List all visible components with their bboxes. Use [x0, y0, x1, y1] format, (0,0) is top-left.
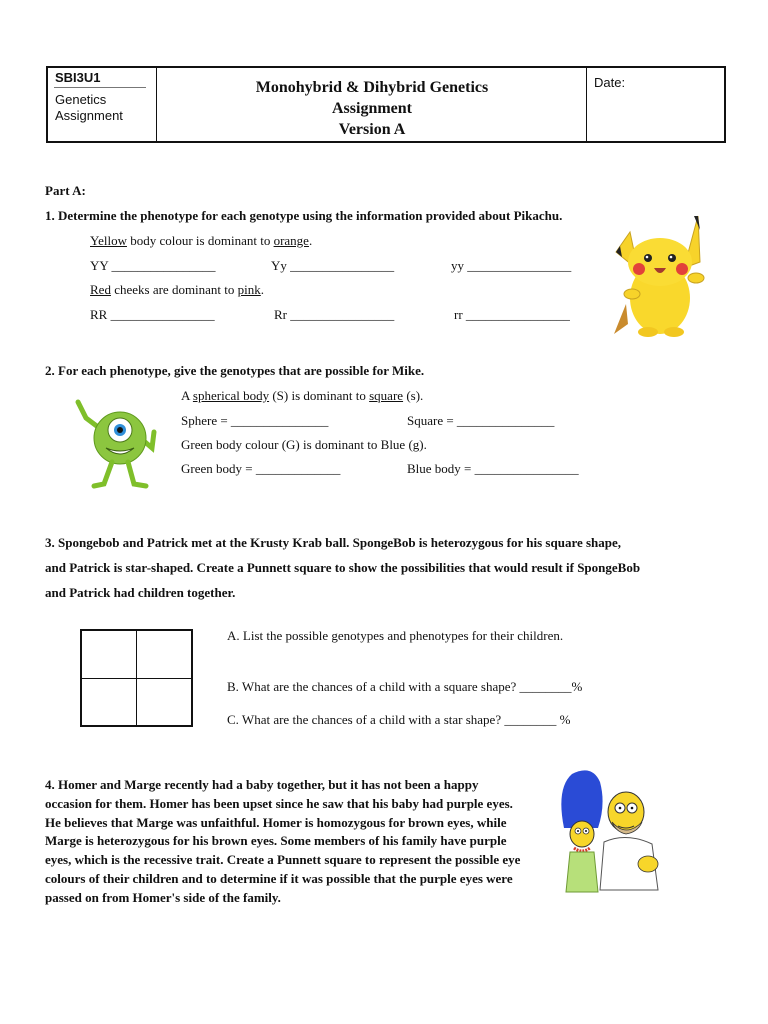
q1-answer-rr[interactable]: rr ________________ [454, 307, 570, 322]
course-cell [48, 68, 157, 141]
q1-answer-yy[interactable]: yy ________________ [451, 258, 572, 273]
punnett-horizontal-divider [82, 678, 191, 679]
q1-answer-RR[interactable]: RR ________________ [90, 307, 215, 322]
q2-rule-2: Green body colour (G) is dominant to Blue (g). [181, 437, 427, 452]
assignment-title [158, 77, 586, 140]
subject-label: Genetics Assignment [55, 92, 123, 123]
title-line-3: Version A [338, 121, 406, 138]
recessive-trait: orange [273, 233, 309, 248]
q2-answer-green[interactable]: Green body = _____________ [181, 461, 341, 476]
q1-answer-Yy[interactable]: Yy ________________ [271, 258, 395, 273]
q1-rule-1 [90, 233, 312, 249]
q2-rule-1 [181, 388, 423, 404]
part-a-heading: Part A: [45, 183, 86, 198]
q1-answer-YY[interactable]: YY ________________ [90, 258, 216, 273]
q3-part-c[interactable]: C. What are the chances of a child with a star shape? ________ % [227, 712, 571, 727]
q2-answer-blue[interactable]: Blue body = ________________ [407, 461, 579, 476]
header-table [46, 66, 726, 143]
q3-line-3: and Patrick had children together. [45, 585, 236, 600]
recessive-trait: pink [237, 282, 261, 297]
recessive-trait: square [369, 388, 404, 403]
rule-end: (s). [403, 388, 424, 403]
q2-answer-sphere[interactable]: Sphere = _______________ [181, 413, 329, 428]
punnett-square[interactable] [80, 629, 193, 727]
pikachu-image [608, 212, 708, 338]
rule-text: A [181, 388, 193, 403]
homer-marge-image [548, 768, 664, 894]
q2-prompt: 2. For each phenotype, give the genotypes that are possible for Mike. [45, 363, 425, 378]
q1-prompt: 1. Determine the phenotype for each genotype using the information provided about Pikachu. [45, 208, 563, 223]
rule-text: (S) is dominant to [269, 388, 370, 403]
q3-line-1: 3. Spongebob and Patrick met at the Krusty Krab ball. SpongeBob is heterozygous for his square shape, [45, 535, 622, 550]
course-divider [54, 87, 146, 88]
q2-answer-square[interactable]: Square = _______________ [407, 413, 555, 428]
q1-answer-Rr[interactable]: Rr ________________ [274, 307, 395, 322]
q1-rule-2 [90, 282, 264, 298]
dominant-trait: spherical body [192, 388, 270, 403]
rule-text: cheeks are dominant to [110, 282, 238, 297]
title-line-2: Assignment [331, 100, 412, 117]
rule-end: . [308, 233, 313, 248]
title-line-1: Monohybrid & Dihybrid Genetics [255, 79, 489, 96]
rule-end: . [260, 282, 265, 297]
date-label: Date: [594, 75, 626, 90]
q4-paragraph: 4. Homer and Marge recently had a baby together, but it has not been a happy occasion for them. Homer has been upset since he saw that his baby had purple eyes. He believes that Marge was unfaithful. Homer is homozygous for brown eyes, while Marge is heterozygous for his brown eyes. Some members of his family have purple eyes, which is the recessive trait. Create a Punnett square to represent the possible eye colours of their children and to determine if it was possible that the purple eyes were passed on from Homer's side of the family. [45, 777, 521, 905]
course-code: SBI3U1 [55, 70, 101, 85]
q3-line-2: and Patrick is star-shaped. Create a Punnett square to show the possibilities that would result if SpongeBob [45, 560, 641, 575]
dominant-trait: Red [90, 282, 111, 297]
date-cell [586, 68, 724, 141]
q3-part-b[interactable]: B. What are the chances of a child with a square shape? ________% [227, 679, 583, 694]
q3-part-a: A. List the possible genotypes and phenotypes for their children. [227, 628, 564, 643]
rule-text: body colour is dominant to [126, 233, 274, 248]
mike-image [72, 392, 168, 490]
dominant-trait: Yellow [90, 233, 127, 248]
